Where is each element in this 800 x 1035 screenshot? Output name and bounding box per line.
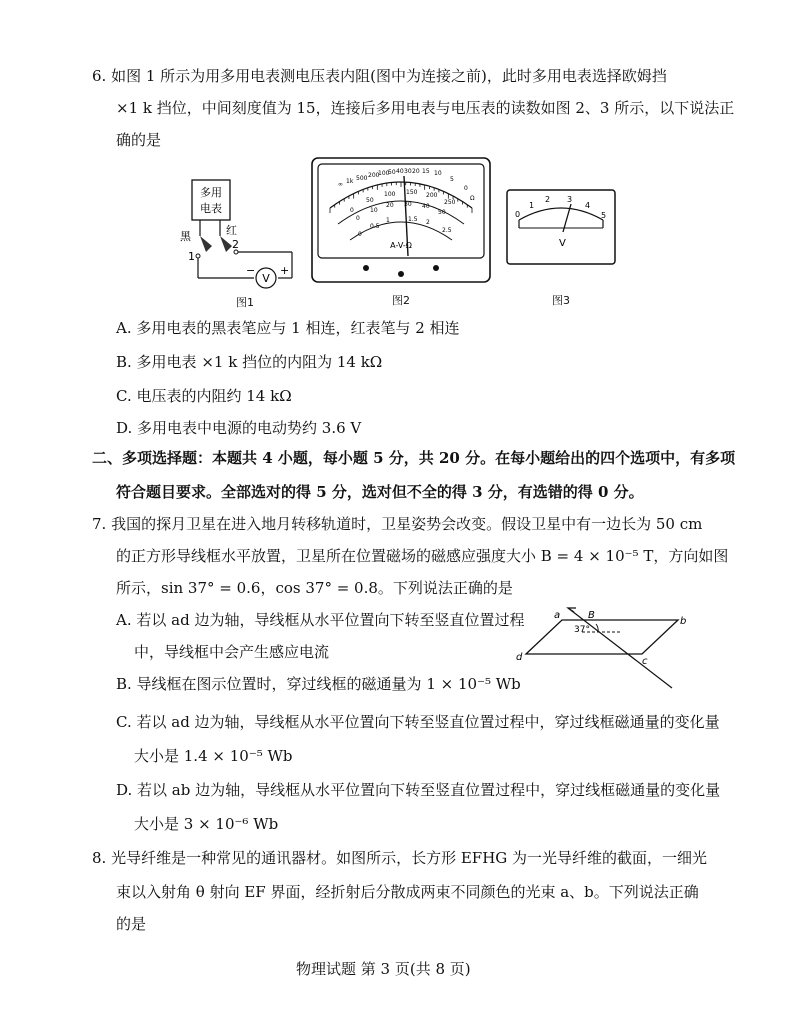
q7-fig-B: B xyxy=(588,610,595,621)
f2-top-50: 50 xyxy=(388,169,396,176)
f2-top-20: 20 xyxy=(412,168,420,175)
q7-option-a-line-2: 中，导线框中会产生感应电流 xyxy=(134,643,330,661)
figure-3-voltmeter xyxy=(505,188,617,268)
q8-line-3: 的是 xyxy=(116,915,147,933)
q7-fig-c: c xyxy=(642,656,648,667)
fig1-box-line2: 电表 xyxy=(200,202,222,215)
f3-tick-0: 0 xyxy=(515,210,521,219)
q7-fig-b: b xyxy=(680,616,687,627)
f2-mid2-50: 50 xyxy=(438,209,446,216)
q7-option-a-line-1: A. 若以 ad 边为轴，导线框从水平位置向下转至竖直位置过程 xyxy=(116,611,525,629)
q6-option-c: C. 电压表的内阻约 14 kΩ xyxy=(116,387,292,405)
f2-top-5: 5 xyxy=(450,176,454,183)
figure-1-caption: 图1 xyxy=(236,296,254,309)
figure-2-multimeter xyxy=(310,156,492,284)
f3-tick-3: 3 xyxy=(567,195,573,204)
f2-mid2-30: 30 xyxy=(404,201,412,208)
q7-figure-loop xyxy=(512,606,692,690)
f2-low-25: 2.5 xyxy=(442,227,452,234)
fig1-terminal-2: 2 xyxy=(232,238,239,251)
q7-fig-angle: 37° xyxy=(574,625,590,635)
section-2-line-1: 二、多项选择题：本题共 4 小题，每小题 5 分，共 20 分。在每小题给出的四个选项中，有多项 xyxy=(92,449,736,467)
q7-fig-a: a xyxy=(554,610,561,621)
q8-line-2: 束以入射角 θ 射向 EF 界面，经折射后分散成两束不同颜色的光束 a、b。下列说法正确 xyxy=(116,883,699,901)
fig1-voltmeter-label: V xyxy=(262,272,270,285)
f3-unit-label: V xyxy=(559,238,566,249)
q6-line-1: 6. 如图 1 所示为用多用电表测电压表内阻(图中为连接之前)，此时多用电表选择欧姆挡 xyxy=(92,67,667,85)
f2-top-30: 30 xyxy=(404,168,412,175)
f2-top-ohm: Ω xyxy=(470,195,475,202)
q8-line-1: 8. 光导纤维是一种常见的通讯器材。如图所示，长方形 EFHG 为一光导纤维的截面，一细光 xyxy=(92,849,708,867)
f2-top-1k: 1k xyxy=(346,178,354,185)
q6-option-b: B. 多用电表 ×1 k 挡位的内阻为 14 kΩ xyxy=(116,353,383,371)
fig1-minus: − xyxy=(246,264,256,277)
f2-mid-50: 50 xyxy=(366,197,374,204)
fig1-black-label: 黑 xyxy=(180,230,191,243)
figure-3-caption: 图3 xyxy=(552,294,570,307)
q7-option-b: B. 导线框在图示位置时，穿过线框的磁通量为 1 × 10⁻⁵ Wb xyxy=(116,675,521,693)
f2-mid-100: 100 xyxy=(384,191,396,198)
f2-top-40: 40 xyxy=(396,168,404,175)
f2-mid-200: 200 xyxy=(426,192,438,199)
f3-tick-2: 2 xyxy=(545,195,551,204)
f2-low-1: 1 xyxy=(386,217,390,224)
f2-low-15: 1.5 xyxy=(408,216,418,223)
figure-2-caption: 图2 xyxy=(392,294,410,307)
fig1-terminal-1: 1 xyxy=(188,250,195,263)
q6-option-a: A. 多用电表的黑表笔应与 1 相连，红表笔与 2 相连 xyxy=(116,319,460,337)
f2-mid-0: 0 xyxy=(350,207,354,214)
q7-option-c-line-2: 大小是 1.4 × 10⁻⁵ Wb xyxy=(134,747,293,765)
f2-mid2-0: 0 xyxy=(356,215,360,222)
figure-1-circuit xyxy=(170,170,310,300)
q6-line-3: 确的是 xyxy=(116,131,162,149)
f2-top-200: 200 xyxy=(368,172,380,179)
q6-line-2: ×1 k 挡位，中间刻度值为 15，连接后多用电表与电压表的读数如图 2、3 所示，以下说法正 xyxy=(116,99,735,117)
f2-top-100: 100 xyxy=(378,170,390,177)
f2-mid2-10: 10 xyxy=(370,207,378,214)
f3-tick-4: 4 xyxy=(585,201,591,210)
f2-top-0: 0 xyxy=(464,185,468,192)
q7-option-d-line-1: D. 若以 ab 边为轴，导线框从水平位置向下转至竖直位置过程中，穿过线框磁通量的变化量 xyxy=(116,781,721,799)
f2-low-2: 2 xyxy=(426,219,430,226)
section-2-line-2: 符合题目要求。全部选对的得 5 分，选对但不全的得 3 分，有选错的得 0 分。 xyxy=(116,483,644,501)
fig1-plus: + xyxy=(280,264,290,277)
f3-tick-1: 1 xyxy=(529,201,535,210)
fig1-red-label: 红 xyxy=(226,224,237,237)
q6-option-d: D. 多用电表中电源的电动势约 3.6 V xyxy=(116,419,362,437)
f2-mid-150: 150 xyxy=(406,189,418,196)
q7-line-3: 所示，sin 37° = 0.6，cos 37° = 0.8。下列说法正确的是 xyxy=(116,579,513,597)
f2-mid2-40: 40 xyxy=(422,203,430,210)
f2-unit-label: A-V-Ω xyxy=(390,241,412,250)
f2-low-0: 0 xyxy=(358,231,362,238)
f2-mid-250: 250 xyxy=(444,199,456,206)
f2-top-10: 10 xyxy=(434,170,442,177)
page-footer: 物理试题 第 3 页(共 8 页) xyxy=(296,960,471,978)
f2-top-inf: ∞ xyxy=(338,181,343,188)
q7-fig-d: d xyxy=(516,652,523,663)
q7-line-2: 的正方形导线框水平放置，卫星所在位置磁场的磁感应强度大小 B = 4 × 10⁻⁵ T，方向如图 xyxy=(116,547,729,565)
q7-line-1: 7. 我国的探月卫星在进入地月转移轨道时，卫星姿势会改变。假设卫星中有一边长为 50 cm xyxy=(92,515,703,533)
f2-top-500: 500 xyxy=(356,175,368,182)
f3-tick-5: 5 xyxy=(601,211,607,220)
f2-low-05: 0.5 xyxy=(370,223,380,230)
f2-mid2-20: 20 xyxy=(386,202,394,209)
q7-option-c-line-1: C. 若以 ad 边为轴，导线框从水平位置向下转至竖直位置过程中，穿过线框磁通量的变化量 xyxy=(116,713,720,731)
q7-option-d-line-2: 大小是 3 × 10⁻⁶ Wb xyxy=(134,815,279,833)
fig1-box-line1: 多用 xyxy=(200,186,222,199)
f2-top-15: 15 xyxy=(422,168,430,175)
